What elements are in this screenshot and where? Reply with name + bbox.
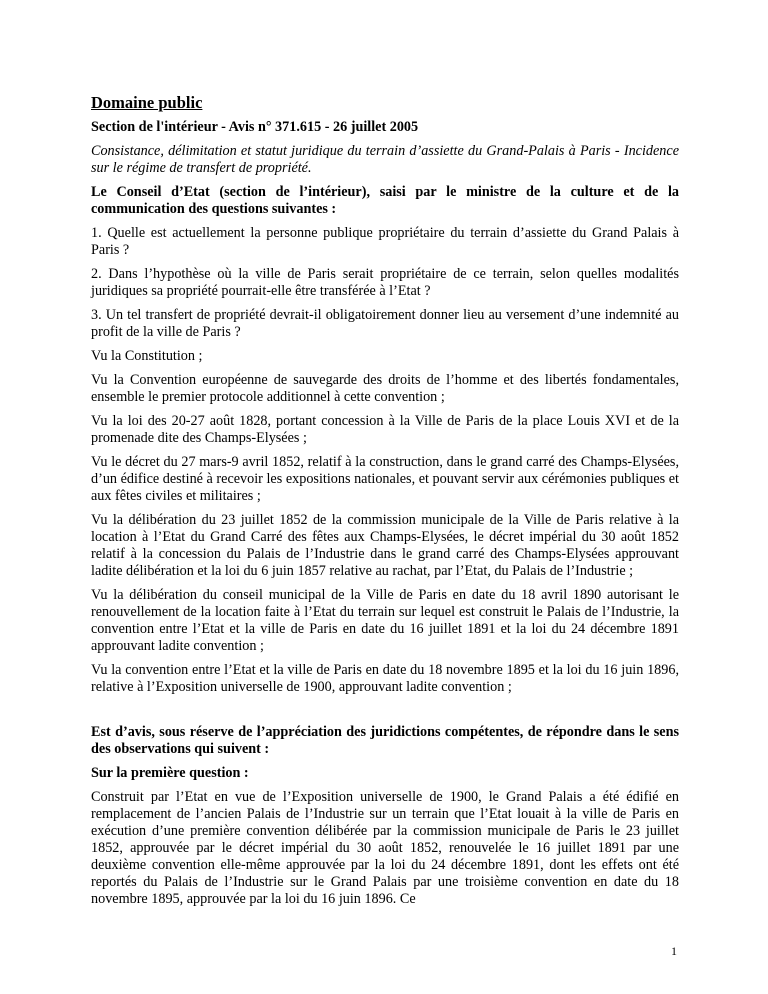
visa-deliberation-1852: Vu la délibération du 23 juillet 1852 de la commission municipale de la Ville de Paris relative à la location à l’Etat du Grand Carré des fêtes aux Champs-Elysées, le décret impérial du 30 août 1852 relatif à la concession du Palais de l’Industrie dans le grand carré des Champs-Elysées approuvant ladite délibération et la loi du 6 juin 1857 relative au rachat, par l’Etat, du Palais de l’Industrie ; [91, 512, 679, 579]
visa-deliberation-1890: Vu la délibération du conseil municipal de la Ville de Paris en date du 18 avril 1890 autorisant le renouvellement de la location faite à l’Etat du terrain sur lequel est construit le Palais de l’Industrie, la convention entre l’Etat et la ville de Paris en date du 16 juillet 1891 et la loi du 24 décembre 1891 approuvant ladite convention ; [91, 587, 679, 654]
document-title: Domaine public [91, 93, 203, 112]
document-page [91, 93, 679, 915]
visa-loi-1828: Vu la loi des 20-27 août 1828, portant concession à la Ville de Paris de la place Louis XVI et de la promenade dite des Champs-Elysées ; [91, 413, 679, 446]
page-number: 1 [671, 944, 677, 958]
first-question-body: Construit par l’Etat en vue de l’Exposition universelle de 1900, le Grand Palais a été édifié en remplacement de l’ancien Palais de l’Industrie sur un terrain que l’Etat louait à la ville de Paris en exécution d’une première convention délibérée par la commission municipale de Paris le 23 juillet 1852, approuvée par le décret impérial du 30 août 1852, renouvelée le 16 juillet 1891 par une deuxième convention elle-même approuvée par la loi du 24 décembre 1891, dont les effets ont été reportés du Palais de l’Industrie sur le Grand Palais par une troisième convention en date du 18 novembre 1895, approuvée par la loi du 16 juin 1896. Ce [91, 789, 679, 907]
visa-convention-europeenne: Vu la Convention européenne de sauvegarde des droits de l’homme et des libertés fondamentales, ensemble le premier protocole additionnel à cette convention ; [91, 372, 679, 405]
visa-constitution: Vu la Constitution ; [91, 348, 203, 364]
question-1: 1. Quelle est actuellement la personne publique propriétaire du terrain d’assiette du Grand Palais à Paris ? [91, 225, 679, 258]
visa-convention-1895: Vu la convention entre l’Etat et la ville de Paris en date du 18 novembre 1895 et la loi du 16 juin 1896, relative à l’Exposition universelle de 1900, approuvant ladite convention ; [91, 662, 679, 695]
visa-decret-1852: Vu le décret du 27 mars-9 avril 1852, relatif à la construction, dans le grand carré des Champs-Elysées, d’un édifice destiné à recevoir les expositions nationales, et pouvant servir aux cérémonies publiques et aux fêtes civiles et militaires ; [91, 454, 679, 504]
opinion-paragraph: Est d’avis, sous réserve de l’appréciation des juridictions compétentes, de répondre dans le sens des observations qui suivent : [91, 724, 679, 757]
question-3: 3. Un tel transfert de propriété devrait-il obligatoirement donner lieu au versement d’une indemnité au profit de la ville de Paris ? [91, 307, 679, 340]
subject-line: Consistance, délimitation et statut juridique du terrain d’assiette du Grand-Palais à Paris - Incidence sur le régime de transfert de propriété. [91, 143, 679, 176]
question-2: 2. Dans l’hypothèse où la ville de Paris serait propriétaire de ce terrain, selon quelles modalités juridiques sa propriété pourrait-elle être transférée à l’Etat ? [91, 266, 679, 299]
first-question-heading: Sur la première question : [91, 765, 249, 781]
intro-paragraph: Le Conseil d’Etat (section de l’intérieur), saisi par le ministre de la culture et de la communication des questions suivantes : [91, 184, 679, 217]
paragraph-gap [91, 703, 679, 724]
section-heading: Section de l'intérieur - Avis n° 371.615 - 26 juillet 2005 [91, 119, 419, 135]
